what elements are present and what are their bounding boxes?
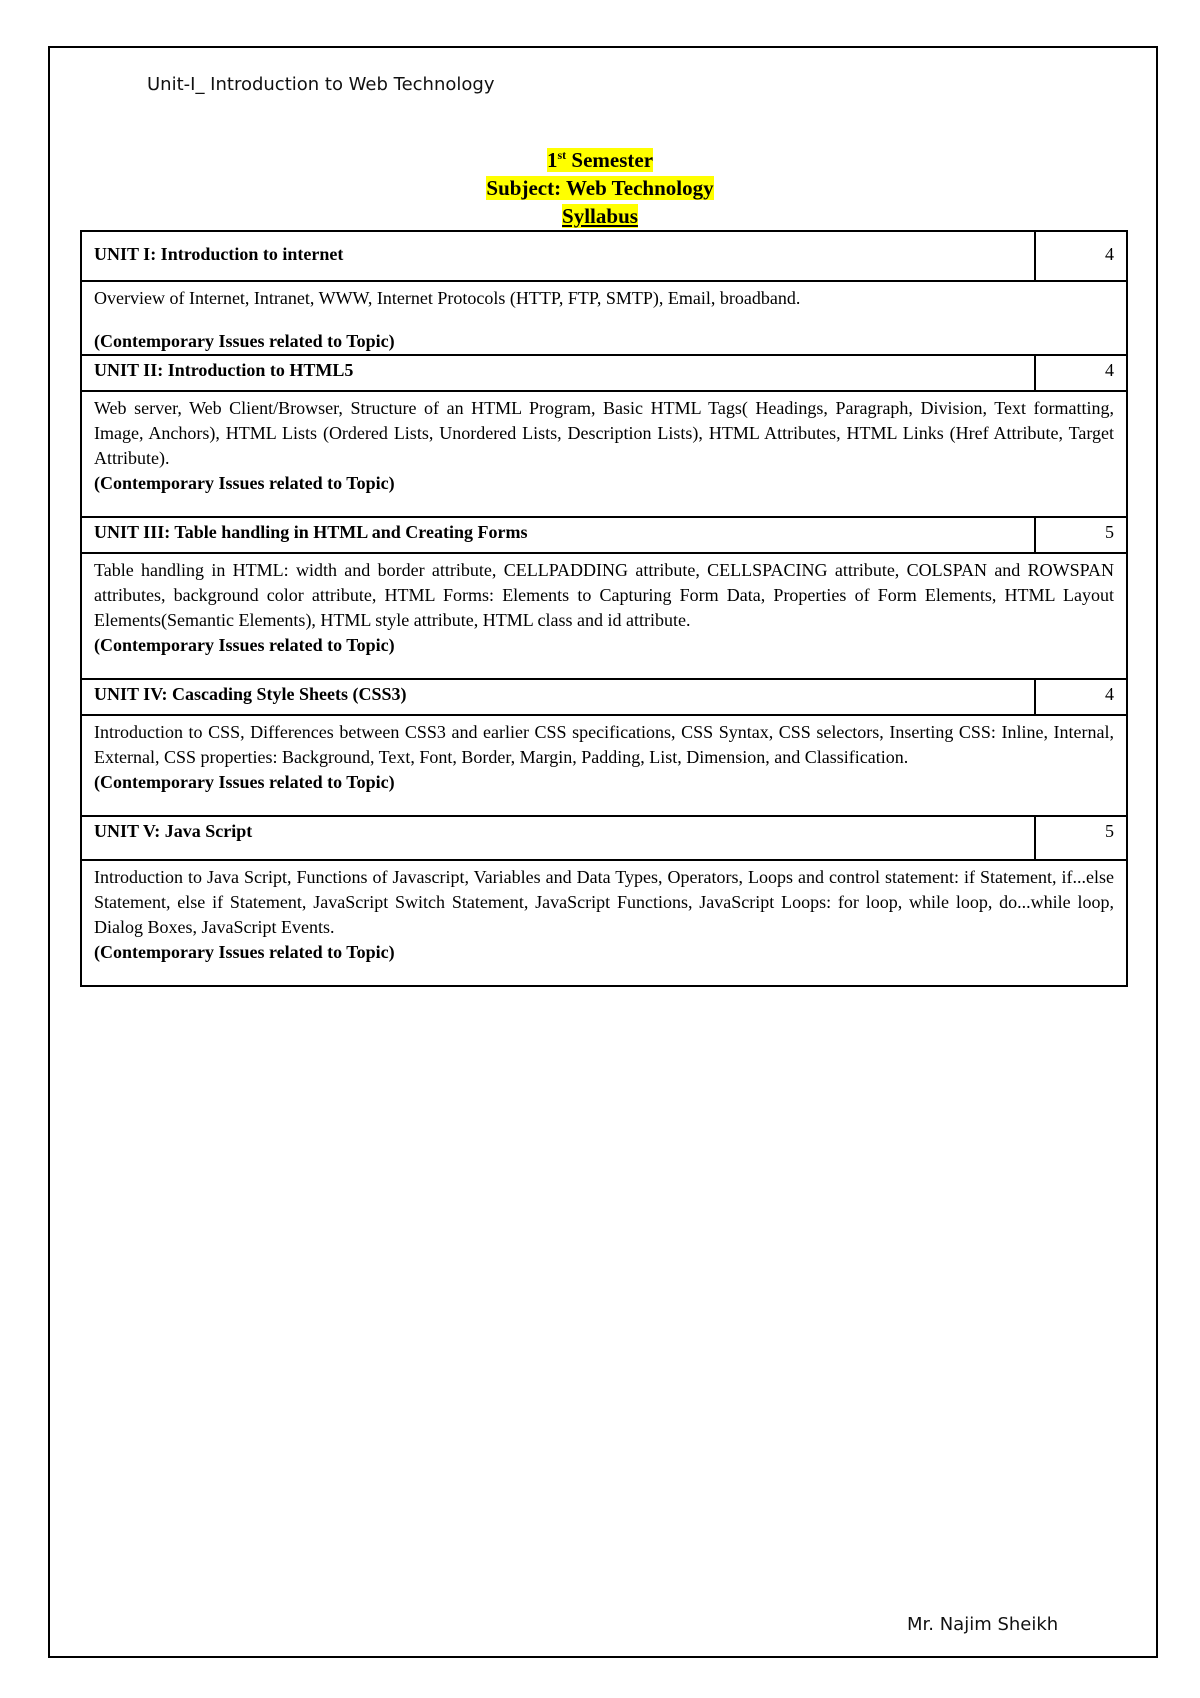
- unit-title: UNIT I: Introduction to internet: [81, 231, 1035, 281]
- contemporary-issues-note: (Contemporary Issues related to Topic): [94, 473, 395, 493]
- unit-title: UNIT II: Introduction to HTML5: [81, 355, 1035, 391]
- unit-body-row: [81, 281, 1127, 355]
- unit-content-cell: [81, 715, 1127, 816]
- unit-header-row: [81, 231, 1127, 281]
- semester-number: 1: [546, 148, 558, 172]
- contemporary-issues-note: (Contemporary Issues related to Topic): [94, 942, 395, 962]
- unit-content: Table handling in HTML: width and border attribute, CELLPADDING attribute, CELLSPACING attribute, COLSPAN and ROWSPAN attributes, background color attribute, HTML Forms: Elements to Capturing Form Data, Properties of Form Elements, HTML Layout Elements(Semantic Elements), HTML style attribute, HTML class and id attribute.: [94, 560, 1114, 630]
- subject-title: Subject: Web Technology: [486, 176, 714, 200]
- author-footer: Mr. Najim Sheikh: [907, 1614, 1059, 1635]
- unit-content: Introduction to CSS, Differences between CSS3 and earlier CSS specifications, CSS Syntax, CSS selectors, Inserting CSS: Inline, Internal, External, CSS properties: Background, Text, Font, Border, Margin, Padding, List, Dimension, and Classification.: [94, 722, 1114, 767]
- syllabus-line: [0, 202, 1200, 230]
- unit-content: Overview of Internet, Intranet, WWW, Internet Protocols (HTTP, FTP, SMTP), Email, broadband.: [94, 288, 801, 308]
- unit-content-cell: [81, 860, 1127, 986]
- unit-hours: 5: [1035, 517, 1127, 553]
- semester-suffix: st: [557, 148, 567, 162]
- unit-header-row: [81, 816, 1127, 860]
- semester-word: Semester: [566, 148, 654, 172]
- unit-title: UNIT V: Java Script: [81, 816, 1035, 860]
- unit-hours: 5: [1035, 816, 1127, 860]
- syllabus-heading: Syllabus: [562, 204, 638, 228]
- unit-content: Web server, Web Client/Browser, Structure of an HTML Program, Basic HTML Tags( Headings, Paragraph, Division, Text formatting, Image, Anchors), HTML Lists (Ordered Lists, Unordered Lists, Description Lists), HTML Attributes, HTML Links (Href Attribute, Target Attribute).: [94, 398, 1114, 468]
- running-header: Unit-I_ Introduction to Web Technology: [147, 74, 495, 95]
- unit-hours: 4: [1035, 355, 1127, 391]
- unit-content-cell: [81, 281, 1127, 355]
- unit-header-row: [81, 517, 1127, 553]
- semester-line: [0, 146, 1200, 174]
- unit-hours: 4: [1035, 679, 1127, 715]
- unit-title: UNIT IV: Cascading Style Sheets (CSS3): [81, 679, 1035, 715]
- contemporary-issues-note: (Contemporary Issues related to Topic): [94, 772, 395, 792]
- unit-header-row: [81, 355, 1127, 391]
- unit-body-row: [81, 715, 1127, 816]
- unit-body-row: [81, 860, 1127, 986]
- contemporary-issues-note: (Contemporary Issues related to Topic): [94, 635, 395, 655]
- unit-header-row: [81, 679, 1127, 715]
- unit-content: Introduction to Java Script, Functions of Javascript, Variables and Data Types, Operators, Loops and control statement: if Statement, if...else Statement, else if Statement, JavaScript Switch Statement, JavaScript Functions, JavaScript Loops: for loop, while loop, do...while loop, Dialog Boxes, JavaScript Events.: [94, 867, 1114, 937]
- unit-body-row: [81, 553, 1127, 679]
- unit-hours: 4: [1035, 231, 1127, 281]
- subject-line: [0, 174, 1200, 202]
- unit-body-row: [81, 391, 1127, 517]
- unit-title: UNIT III: Table handling in HTML and Creating Forms: [81, 517, 1035, 553]
- syllabus-table: [80, 230, 1128, 987]
- unit-content-cell: [81, 391, 1127, 517]
- unit-content-cell: [81, 553, 1127, 679]
- title-block: [0, 146, 1200, 230]
- semester-highlight: [547, 148, 653, 172]
- contemporary-issues-note: (Contemporary Issues related to Topic): [94, 331, 395, 351]
